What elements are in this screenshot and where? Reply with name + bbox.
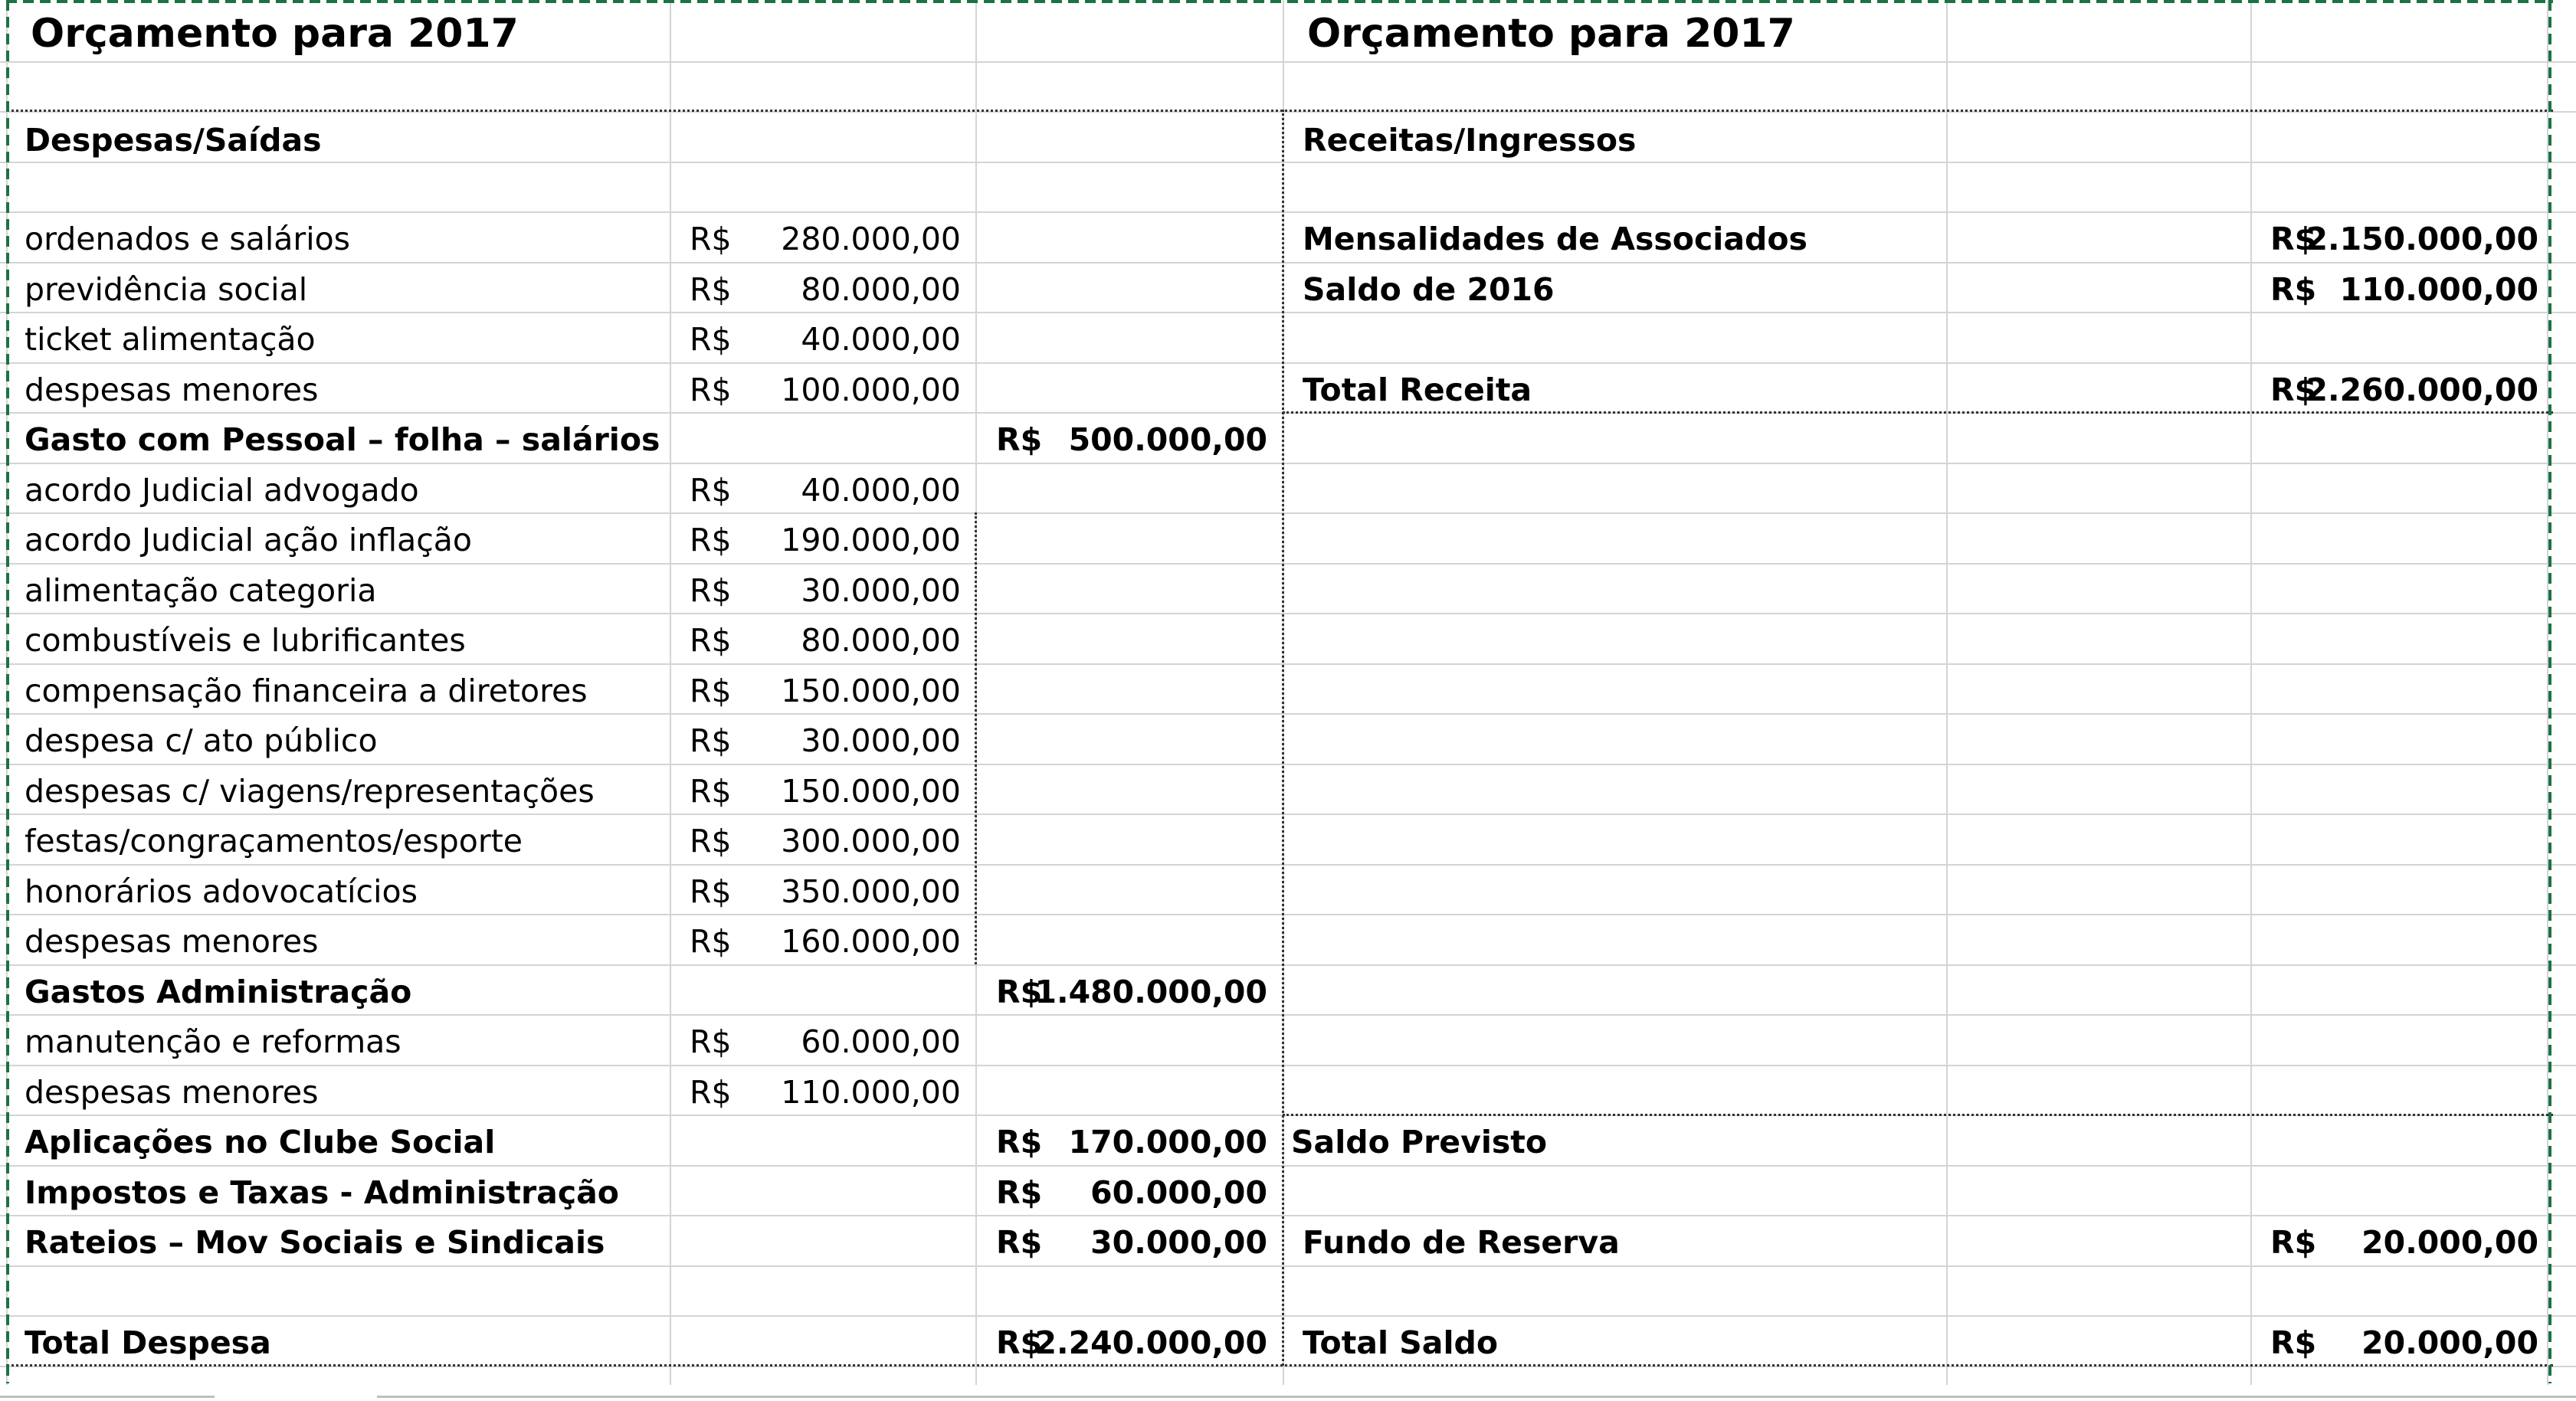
expense-row-label: despesas menores — [25, 372, 319, 408]
expense-row-label: Impostos e Taxas - Administração — [25, 1174, 619, 1211]
total-balance-value: 20.000,00 — [2361, 1324, 2538, 1361]
sheet-bottom-edge — [0, 1385, 2576, 1401]
expense-row-label: acordo Judicial ação inflação — [25, 522, 472, 558]
expense-row-label: festas/congraçamentos/esporte — [25, 823, 523, 859]
expense-subtotal-currency: R$ — [996, 1174, 1043, 1211]
expense-subtotal-value: 500.000,00 — [1068, 421, 1267, 458]
expense-row-label: Aplicações no Clube Social — [25, 1124, 496, 1160]
expense-row-amount: 350.000,00 — [781, 873, 961, 910]
expense-row-currency: R$ — [690, 923, 732, 960]
reserve-fund-currency: R$ — [2270, 1224, 2317, 1261]
expense-row-amount: 160.000,00 — [781, 923, 961, 960]
revenues-header: Receitas/Ingressos — [1303, 122, 1637, 159]
expense-row-label: alimentação categoria — [25, 572, 377, 609]
expense-row-label: ticket alimentação — [25, 321, 316, 358]
expense-row-label: compensação financeira a diretores — [25, 673, 588, 709]
expense-row-label: Gastos Administração — [25, 974, 412, 1010]
expense-row-amount: 80.000,00 — [801, 622, 961, 659]
expense-subtotal-currency: R$ — [996, 421, 1043, 458]
expense-row-currency: R$ — [690, 522, 732, 558]
expense-row-amount: 100.000,00 — [781, 372, 961, 408]
expense-row-label: Rateios – Mov Sociais e Sindicais — [25, 1224, 605, 1261]
expense-row-label: despesa c/ ato público — [25, 722, 378, 759]
expense-row-amount: 30.000,00 — [801, 572, 961, 609]
expense-row-label: combustíveis e lubrificantes — [25, 622, 466, 659]
right-title: Orçamento para 2017 — [1307, 11, 1795, 57]
expense-row-amount: 150.000,00 — [781, 673, 961, 709]
expense-row-label: despesas menores — [25, 1074, 319, 1111]
expense-row-amount: 190.000,00 — [781, 522, 961, 558]
expense-row-amount: 300.000,00 — [781, 823, 961, 859]
total-expense-value: 2.240.000,00 — [1034, 1324, 1267, 1361]
expense-subtotal-value: 170.000,00 — [1068, 1124, 1267, 1160]
expense-row-currency: R$ — [690, 673, 732, 709]
revenue-row-amount: 2.150.000,00 — [2306, 221, 2538, 257]
expense-subtotal-value: 60.000,00 — [1090, 1174, 1267, 1211]
total-balance-label: Total Saldo — [1303, 1324, 1499, 1361]
revenue-row-currency: R$ — [2270, 221, 2317, 257]
expense-subtotal-currency: R$ — [996, 1224, 1043, 1261]
expense-row-amount: 60.000,00 — [801, 1023, 961, 1060]
expense-subtotal-currency: R$ — [996, 974, 1043, 1010]
expense-row-currency: R$ — [690, 271, 732, 308]
expense-row-label: ordenados e salários — [25, 221, 351, 257]
expense-row-currency: R$ — [690, 722, 732, 759]
sheet-tab-line — [0, 1396, 215, 1398]
reserve-fund-value: 20.000,00 — [2361, 1224, 2538, 1261]
expense-row-amount: 30.000,00 — [801, 722, 961, 759]
expense-row-amount: 150.000,00 — [781, 773, 961, 810]
expense-row-amount: 110.000,00 — [781, 1074, 961, 1111]
total-expense-label: Total Despesa — [25, 1324, 271, 1361]
total-balance-currency: R$ — [2270, 1324, 2317, 1361]
revenue-row-amount: 110.000,00 — [2339, 271, 2538, 308]
total-revenue-currency: R$ — [2270, 372, 2317, 408]
balance-label: Saldo Previsto — [1291, 1124, 1548, 1160]
expense-row-amount: 280.000,00 — [781, 221, 961, 257]
expense-row-label: previdência social — [25, 271, 308, 308]
expense-row-label: Gasto com Pessoal – folha – salários — [25, 421, 660, 458]
expense-row-currency: R$ — [690, 572, 732, 609]
expense-row-label: honorários adovocatícios — [25, 873, 418, 910]
expense-row-currency: R$ — [690, 823, 732, 859]
total-revenue-value: 2.260.000,00 — [2306, 372, 2538, 408]
expense-row-label: despesas c/ viagens/representações — [25, 773, 595, 810]
expense-row-currency: R$ — [690, 321, 732, 358]
sheet-tab-line — [377, 1396, 2576, 1398]
expense-subtotal-currency: R$ — [996, 1124, 1043, 1160]
expense-row-label: despesas menores — [25, 923, 319, 960]
expense-row-currency: R$ — [690, 1023, 732, 1060]
expense-row-currency: R$ — [690, 622, 732, 659]
revenue-row-currency: R$ — [2270, 271, 2317, 308]
expense-row-currency: R$ — [690, 221, 732, 257]
expense-row-label: acordo Judicial advogado — [25, 472, 419, 509]
expense-row-amount: 80.000,00 — [801, 271, 961, 308]
expense-subtotal-value: 1.480.000,00 — [1034, 974, 1267, 1010]
reserve-fund-label: Fundo de Reserva — [1303, 1224, 1620, 1261]
expense-subtotal-value: 30.000,00 — [1090, 1224, 1267, 1261]
expense-row-currency: R$ — [690, 1074, 732, 1111]
expense-row-currency: R$ — [690, 472, 732, 509]
expense-row-label: manutenção e reformas — [25, 1023, 401, 1060]
expense-row-currency: R$ — [690, 372, 732, 408]
total-expense-currency: R$ — [996, 1324, 1043, 1361]
expense-row-currency: R$ — [690, 773, 732, 810]
left-title: Orçamento para 2017 — [31, 11, 519, 57]
revenue-row-label: Saldo de 2016 — [1303, 271, 1555, 308]
expense-row-amount: 40.000,00 — [801, 472, 961, 509]
expenses-header: Despesas/Saídas — [25, 122, 322, 159]
expense-row-currency: R$ — [690, 873, 732, 910]
expense-row-amount: 40.000,00 — [801, 321, 961, 358]
total-revenue-label: Total Receita — [1303, 372, 1532, 408]
revenue-row-label: Mensalidades de Associados — [1303, 221, 1807, 257]
